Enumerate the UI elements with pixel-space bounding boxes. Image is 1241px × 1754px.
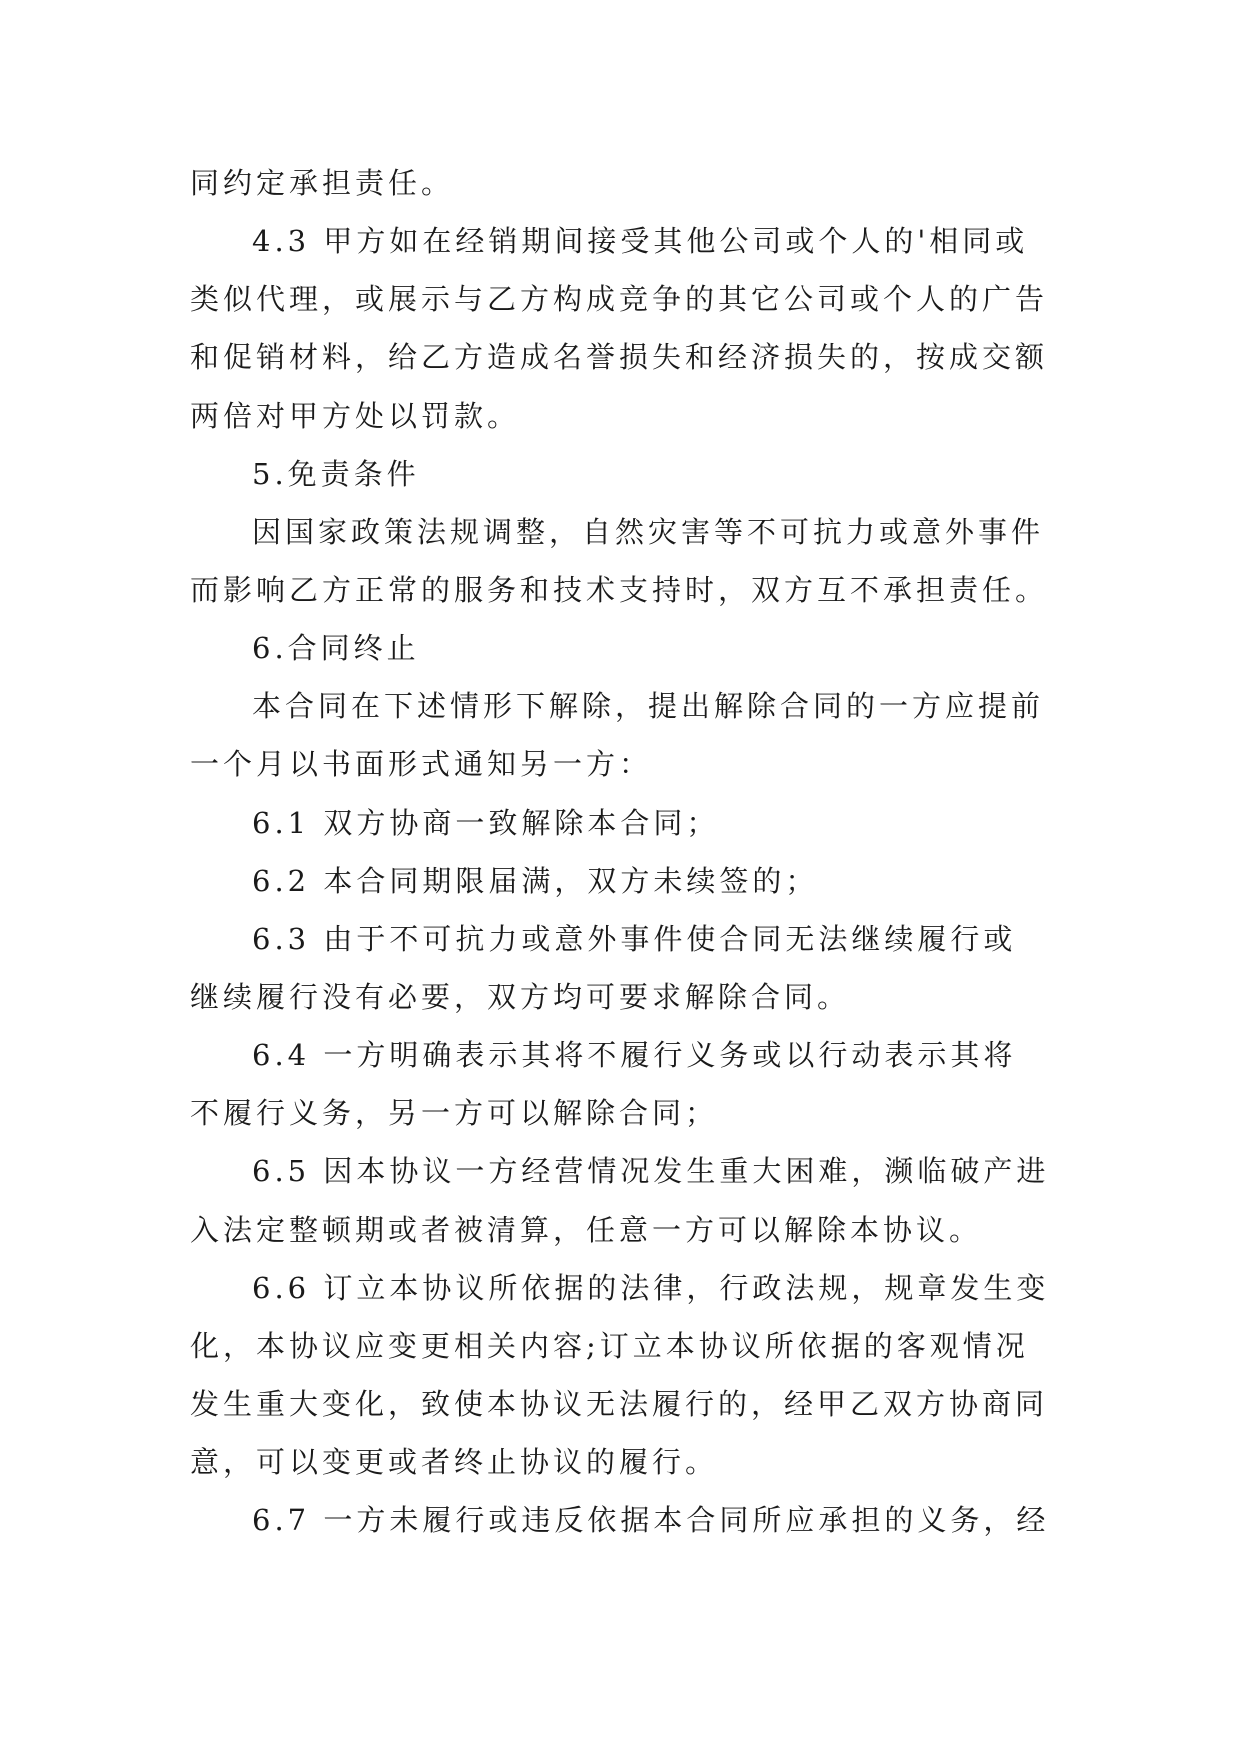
text-line: 5.免责条件 (252, 456, 420, 491)
text-line: 同约定承担责任。 (190, 166, 455, 200)
text-line: 入法定整顿期或者被清算，任意一方可以解除本协议。 (190, 1212, 983, 1247)
text-line: 6.7 一方未履行或违反依据本合同所应承担的义务，经 (252, 1503, 1050, 1538)
text-line: 6.2 本合同期限届满，双方未续签的； (252, 863, 819, 898)
text-line: 一个月以书面形式通知另一方： (190, 747, 653, 782)
text-line: 而影响乙方正常的服务和技术支持时，双方互不承担责任。 (190, 572, 1049, 607)
text-line: 不履行义务，另一方可以解除合同； (190, 1096, 719, 1131)
text-line: 两倍对甲方处以罚款。 (190, 398, 521, 433)
text-line: 6.3 由于不可抗力或意外事件使合同无法继续履行或 (252, 921, 1017, 956)
text-line: 6.合同终止 (252, 631, 420, 666)
text-line: 6.4 一方明确表示其将不履行义务或以行动表示其将 (252, 1038, 1017, 1073)
text-line: 继续履行没有必要，双方均可要求解除合同。 (190, 979, 851, 1014)
text-line: 类似代理，或展示与乙方构成竞争的其它公司或个人的广告 (190, 282, 1049, 317)
text-line: 化，本协议应变更相关内容;订立本协议所依据的客观情况 (190, 1328, 1029, 1363)
text-line: 和促销材料，给乙方造成名誉损失和经济损失的，按成交额 (190, 340, 1049, 375)
text-line: 本合同在下述情形下解除，提出解除合同的一方应提前 (252, 689, 1045, 724)
text-line: 6.5 因本协议一方经营情况发生重大困难，濒临破产进 (252, 1154, 1050, 1189)
text-line: 6.1 双方协商一致解除本合同； (252, 805, 720, 840)
text-line: 因国家政策法规调整，自然灾害等不可抗力或意外事件 (252, 514, 1045, 549)
text-line: 意，可以变更或者终止协议的履行。 (190, 1445, 719, 1480)
text-line: 发生重大变化，致使本协议无法履行的，经甲乙双方协商同 (190, 1386, 1049, 1421)
text-line: 4.3 甲方如在经销期间接受其他公司或个人的'相同或 (252, 224, 1029, 259)
contract-text-body (190, 154, 1050, 1549)
text-line: 6.6 订立本协议所依据的法律，行政法规，规章发生变 (252, 1270, 1050, 1305)
